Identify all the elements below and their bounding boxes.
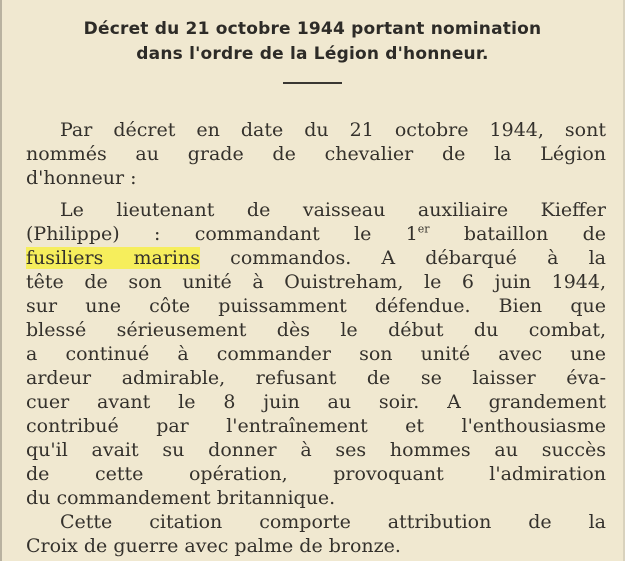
citation-line-2 [26, 222, 606, 246]
title-divider [283, 82, 342, 84]
citation-line-6: blessé sérieusement dès le début du combat, [26, 319, 606, 341]
citation-line-8: ardeur admirable, refusant de se laisser éva- [26, 367, 606, 389]
title-line-2: dans l'ordre de la Légion d'honneur. [136, 44, 489, 64]
citation-line-2-end: bataillon de [429, 223, 606, 245]
citation-line-12: de cette opération, provoquant l'admiration [26, 463, 606, 485]
intro-line-3: d'honneur : [26, 167, 137, 189]
intro-line-2: nommés au grade de chevalier de la Légion [26, 143, 606, 165]
citation-line-7: a continué à commander son unité avec une [26, 343, 606, 365]
intro-line-1: Par décret en date du 21 octobre 1944, sont [60, 119, 606, 141]
closing-line-1: Cette citation comporte attribution de la [60, 511, 606, 533]
article-title [2, 17, 623, 67]
citation-line-9: cuer avant le 8 juin au soir. A grandement [26, 391, 606, 413]
citation-line-2-start: (Philippe) : commandant le 1 [26, 223, 418, 245]
citation-line-1: Le lieutenant de vaisseau auxiliaire Kieffer [60, 199, 606, 221]
citation-line-13: du commandement britannique. [26, 487, 336, 509]
citation-line-3-end: commandos. A débarqué à la [200, 247, 607, 269]
title-line-1: Décret du 21 octobre 1944 portant nomination [83, 19, 542, 39]
highlighted-text: fusiliers marins [26, 247, 200, 269]
citation-line-11: qu'il avait su donner à ses hommes au succès [26, 439, 606, 461]
citation-line-5: sur une côte puissamment défendue. Bien que [26, 295, 606, 317]
citation-line-10: contribué par l'entraînement et l'enthousiasme [26, 415, 606, 437]
ordinal-superscript: er [417, 222, 430, 236]
citation-line-3 [26, 246, 606, 270]
closing-line-2: Croix de guerre avec palme de bronze. [26, 535, 401, 557]
citation-line-4: tête de son unité à Ouistreham, le 6 juin 1944, [26, 271, 606, 293]
